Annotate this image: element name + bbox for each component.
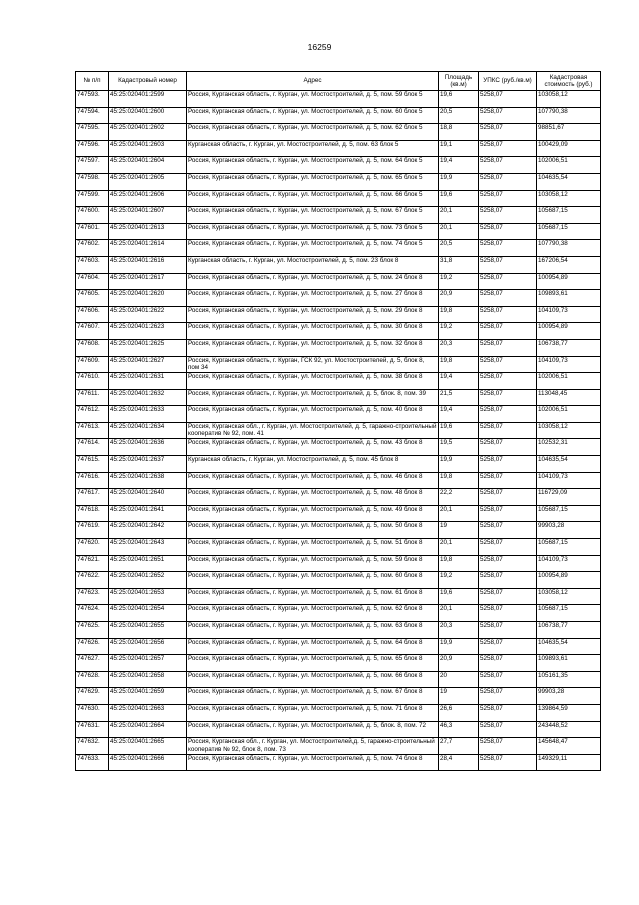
table-row	[76, 339, 601, 356]
area-cell: 22,2	[439, 489, 479, 506]
cadastral-number-cell: 45:25:020401:2655	[109, 622, 187, 639]
upks-cell: 5258,07	[479, 124, 537, 141]
area-cell: 19,8	[439, 356, 479, 373]
row-number-cell: 747599.	[76, 190, 109, 207]
cadastral-number-cell: 45:25:020401:2640	[109, 489, 187, 506]
upks-cell: 5258,07	[479, 622, 537, 639]
cadastral-value-cell: 99903,28	[537, 522, 601, 539]
cadastral-value-cell: 104635,54	[537, 456, 601, 473]
table-body	[76, 91, 601, 771]
area-cell: 19,9	[439, 456, 479, 473]
table-row	[76, 489, 601, 506]
area-cell: 19,2	[439, 273, 479, 290]
row-number-cell: 747618.	[76, 505, 109, 522]
address-cell: Курганская область, г. Курган, ул. Мостостроителей, д. 5, пом. 45 блок 8	[187, 456, 439, 473]
table-row	[76, 290, 601, 307]
area-cell: 19,4	[439, 406, 479, 423]
cadastral-number-cell: 45:25:020401:2653	[109, 588, 187, 605]
cadastral-number-cell: 45:25:020401:2602	[109, 124, 187, 141]
address-cell: Россия, Курганская область, г. Курган, ГСК 92, ул. Мостостроителей, д. 5, блок 8, пом 34	[187, 356, 439, 373]
cadastral-value-cell: 139864,59	[537, 704, 601, 721]
address-cell: Россия, Курганская область, г. Курган, ул. Мостостроителей, д. 5, пом. 51 блок 8	[187, 539, 439, 556]
row-number-cell: 747597.	[76, 157, 109, 174]
upks-cell: 5258,07	[479, 190, 537, 207]
row-number-cell: 747601.	[76, 223, 109, 240]
area-cell: 20,3	[439, 622, 479, 639]
area-cell: 28,4	[439, 754, 479, 771]
cadastral-number-cell: 45:25:020401:2633	[109, 406, 187, 423]
table-header	[76, 72, 601, 91]
cadastral-value-cell: 105687,15	[537, 539, 601, 556]
table-row	[76, 190, 601, 207]
upks-cell: 5258,07	[479, 91, 537, 108]
row-number-cell: 747595.	[76, 124, 109, 141]
cadastral-number-cell: 45:25:020401:2631	[109, 373, 187, 390]
table-row	[76, 704, 601, 721]
table-row	[76, 638, 601, 655]
cadastral-number-cell: 45:25:020401:2663	[109, 704, 187, 721]
table-row	[76, 140, 601, 157]
area-cell: 19,8	[439, 306, 479, 323]
area-cell: 20	[439, 671, 479, 688]
upks-cell: 5258,07	[479, 555, 537, 572]
upks-cell: 5258,07	[479, 655, 537, 672]
table-row	[76, 240, 601, 257]
table-row	[76, 671, 601, 688]
address-cell: Россия, Курганская область, г. Курган, ул. Мостостроителей, д. 5, пом. 64 блок 5	[187, 157, 439, 174]
cadastral-number-cell: 45:25:020401:2643	[109, 539, 187, 556]
header-cadastral-number: Кадастровый номер	[109, 72, 187, 91]
cadastral-number-cell: 45:25:020401:2620	[109, 290, 187, 307]
table-row	[76, 422, 601, 439]
area-cell: 46,3	[439, 721, 479, 738]
cadastral-table	[75, 71, 601, 771]
upks-cell: 5258,07	[479, 373, 537, 390]
upks-cell: 5258,07	[479, 738, 537, 755]
address-cell: Россия, Курганская область, г. Курган, ул. Мостостроителей, д. 5, пом. 27 блок 8	[187, 290, 439, 307]
cadastral-number-cell: 45:25:020401:2606	[109, 190, 187, 207]
header-upks: УПКС (руб./кв.м)	[479, 72, 537, 91]
row-number-cell: 747600.	[76, 207, 109, 224]
upks-cell: 5258,07	[479, 456, 537, 473]
area-cell: 19,6	[439, 190, 479, 207]
cadastral-value-cell: 99903,28	[537, 688, 601, 705]
row-number-cell: 747629.	[76, 688, 109, 705]
cadastral-value-cell: 105687,15	[537, 605, 601, 622]
cadastral-value-cell: 100954,89	[537, 323, 601, 340]
cadastral-number-cell: 45:25:020401:2664	[109, 721, 187, 738]
row-number-cell: 747614.	[76, 439, 109, 456]
upks-cell: 5258,07	[479, 140, 537, 157]
area-cell: 19,4	[439, 373, 479, 390]
area-cell: 20,1	[439, 223, 479, 240]
row-number-cell: 747608.	[76, 339, 109, 356]
cadastral-number-cell: 45:25:020401:2627	[109, 356, 187, 373]
cadastral-number-cell: 45:25:020401:2632	[109, 389, 187, 406]
address-cell: Россия, Курганская обл., г. Курган, ул. Мостостроителей,д. 5, гаражно-строительный кооператив № 92, блок 8, пом. 73	[187, 738, 439, 755]
area-cell: 19,2	[439, 323, 479, 340]
cadastral-value-cell: 103058,12	[537, 91, 601, 108]
row-number-cell: 747609.	[76, 356, 109, 373]
header-cadastral-value: Кадастровая стоимость (руб.)	[537, 72, 601, 91]
upks-cell: 5258,07	[479, 588, 537, 605]
upks-cell: 5258,07	[479, 754, 537, 771]
area-cell: 26,6	[439, 704, 479, 721]
upks-cell: 5258,07	[479, 505, 537, 522]
table-row	[76, 157, 601, 174]
table-row	[76, 207, 601, 224]
address-cell: Россия, Курганская область, г. Курган, ул. Мостостроителей, д. 5, пом. 63 блок 8	[187, 622, 439, 639]
cadastral-value-cell: 98851,67	[537, 124, 601, 141]
address-cell: Россия, Курганская область, г. Курган, ул. Мостостроителей, д. 5, пом. 71 блок 8	[187, 704, 439, 721]
cadastral-number-cell: 45:25:020401:2637	[109, 456, 187, 473]
address-cell: Россия, Курганская область, г. Курган, ул. Мостостроителей, д. 5, пом. 66 блок 8	[187, 671, 439, 688]
table-row	[76, 588, 601, 605]
area-cell: 19,8	[439, 472, 479, 489]
upks-cell: 5258,07	[479, 107, 537, 124]
upks-cell: 5258,07	[479, 273, 537, 290]
cadastral-number-cell: 45:25:020401:2638	[109, 472, 187, 489]
upks-cell: 5258,07	[479, 240, 537, 257]
table-row	[76, 655, 601, 672]
address-cell: Россия, Курганская область, г. Курган, ул. Мостостроителей, д. 5, пом. 59 блок 8	[187, 555, 439, 572]
upks-cell: 5258,07	[479, 422, 537, 439]
cadastral-number-cell: 45:25:020401:2605	[109, 173, 187, 190]
area-cell: 19,2	[439, 572, 479, 589]
area-cell: 21,5	[439, 389, 479, 406]
table-row	[76, 522, 601, 539]
area-cell: 19,9	[439, 638, 479, 655]
address-cell: Россия, Курганская область, г. Курган, ул. Мостостроителей, д. 5, пом. 30 блок 8	[187, 323, 439, 340]
table-row	[76, 572, 601, 589]
upks-cell: 5258,07	[479, 356, 537, 373]
address-cell: Россия, Курганская область, г. Курган, ул. Мостостроителей, д. 5, пом. 65 блок 8	[187, 655, 439, 672]
table-row	[76, 91, 601, 108]
cadastral-value-cell: 167206,54	[537, 256, 601, 273]
address-cell: Россия, Курганская область, г. Курган, ул. Мостостроителей, д. 5, пом. 74 блок 8	[187, 754, 439, 771]
table-row	[76, 688, 601, 705]
row-number-cell: 747610.	[76, 373, 109, 390]
area-cell: 20,1	[439, 207, 479, 224]
row-number-cell: 747615.	[76, 456, 109, 473]
cadastral-value-cell: 102006,51	[537, 157, 601, 174]
upks-cell: 5258,07	[479, 638, 537, 655]
row-number-cell: 747611.	[76, 389, 109, 406]
table-row	[76, 505, 601, 522]
row-number-cell: 747628.	[76, 671, 109, 688]
upks-cell: 5258,07	[479, 721, 537, 738]
address-cell: Россия, Курганская область, г. Курган, ул. Мостостроителей, д. 5, пом. 66 блок 5	[187, 190, 439, 207]
cadastral-value-cell: 113048,45	[537, 389, 601, 406]
upks-cell: 5258,07	[479, 572, 537, 589]
cadastral-value-cell: 116729,09	[537, 489, 601, 506]
table-row	[76, 107, 601, 124]
upks-cell: 5258,07	[479, 472, 537, 489]
header-address: Адрес	[187, 72, 439, 91]
area-cell: 19,9	[439, 173, 479, 190]
address-cell: Россия, Курганская область, г. Курган, ул. Мостостроителей, д. 5, пом. 62 блок 5	[187, 124, 439, 141]
area-cell: 20,9	[439, 655, 479, 672]
row-number-cell: 747598.	[76, 173, 109, 190]
row-number-cell: 747606.	[76, 306, 109, 323]
table-row	[76, 439, 601, 456]
table-row	[76, 256, 601, 273]
address-cell: Россия, Курганская область, г. Курган, ул. Мостостроителей, д. 5, пом. 43 блок 8	[187, 439, 439, 456]
upks-cell: 5258,07	[479, 339, 537, 356]
cadastral-value-cell: 102006,51	[537, 406, 601, 423]
row-number-cell: 747594.	[76, 107, 109, 124]
address-cell: Россия, Курганская область, г. Курган, ул. Мостостроителей, д. 5, пом. 50 блок 8	[187, 522, 439, 539]
cadastral-value-cell: 243448,52	[537, 721, 601, 738]
cadastral-value-cell: 104635,54	[537, 638, 601, 655]
area-cell: 20,5	[439, 240, 479, 257]
area-cell: 19,6	[439, 422, 479, 439]
address-cell: Россия, Курганская область, г. Курган, ул. Мостостроителей, д. 5, блок. 8, пом. 72	[187, 721, 439, 738]
table-row	[76, 389, 601, 406]
upks-cell: 5258,07	[479, 522, 537, 539]
cadastral-value-cell: 103058,12	[537, 422, 601, 439]
upks-cell: 5258,07	[479, 173, 537, 190]
cadastral-value-cell: 104109,73	[537, 306, 601, 323]
cadastral-number-cell: 45:25:020401:2641	[109, 505, 187, 522]
area-cell: 19,1	[439, 140, 479, 157]
area-cell: 18,8	[439, 124, 479, 141]
cadastral-value-cell: 103058,12	[537, 190, 601, 207]
address-cell: Россия, Курганская область, г. Курган, ул. Мостостроителей, д. 5, пом. 61 блок 8	[187, 588, 439, 605]
address-cell: Россия, Курганская область, г. Курган, ул. Мостостроителей, д. 5, пом. 67 блок 5	[187, 207, 439, 224]
upks-cell: 5258,07	[479, 323, 537, 340]
address-cell: Россия, Курганская область, г. Курган, ул. Мостостроителей, д. 5, блок. 8, пом. 39	[187, 389, 439, 406]
row-number-cell: 747607.	[76, 323, 109, 340]
row-number-cell: 747632.	[76, 738, 109, 755]
table-row	[76, 622, 601, 639]
cadastral-value-cell: 103058,12	[537, 588, 601, 605]
row-number-cell: 747596.	[76, 140, 109, 157]
upks-cell: 5258,07	[479, 439, 537, 456]
cadastral-number-cell: 45:25:020401:2614	[109, 240, 187, 257]
address-cell: Курганская область, г. Курган, ул. Мостостроителей, д. 5, пом. 63 блок 5	[187, 140, 439, 157]
row-number-cell: 747625.	[76, 622, 109, 639]
area-cell: 20,1	[439, 505, 479, 522]
table-row	[76, 539, 601, 556]
upks-cell: 5258,07	[479, 157, 537, 174]
cadastral-number-cell: 45:25:020401:2600	[109, 107, 187, 124]
cadastral-number-cell: 45:25:020401:2622	[109, 306, 187, 323]
table-row	[76, 323, 601, 340]
area-cell: 19	[439, 688, 479, 705]
row-number-cell: 747623.	[76, 588, 109, 605]
cadastral-number-cell: 45:25:020401:2659	[109, 688, 187, 705]
row-number-cell: 747626.	[76, 638, 109, 655]
table-row	[76, 173, 601, 190]
cadastral-value-cell: 106738,77	[537, 339, 601, 356]
cadastral-number-cell: 45:25:020401:2625	[109, 339, 187, 356]
row-number-cell: 747603.	[76, 256, 109, 273]
cadastral-number-cell: 45:25:020401:2651	[109, 555, 187, 572]
cadastral-number-cell: 45:25:020401:2636	[109, 439, 187, 456]
area-cell: 20,9	[439, 290, 479, 307]
upks-cell: 5258,07	[479, 406, 537, 423]
cadastral-number-cell: 45:25:020401:2604	[109, 157, 187, 174]
page-number: 16259	[307, 42, 332, 52]
address-cell: Россия, Курганская область, г. Курган, ул. Мостостроителей, д. 5, пом. 62 блок 8	[187, 605, 439, 622]
table-row	[76, 456, 601, 473]
table-row	[76, 555, 601, 572]
cadastral-number-cell: 45:25:020401:2634	[109, 422, 187, 439]
address-cell: Россия, Курганская область, г. Курган, ул. Мостостроителей, д. 5, пом. 46 блок 8	[187, 472, 439, 489]
area-cell: 19,6	[439, 588, 479, 605]
row-number-cell: 747622.	[76, 572, 109, 589]
cadastral-number-cell: 45:25:020401:2652	[109, 572, 187, 589]
cadastral-number-cell: 45:25:020401:2603	[109, 140, 187, 157]
cadastral-number-cell: 45:25:020401:2599	[109, 91, 187, 108]
table-row	[76, 754, 601, 771]
table-row	[76, 306, 601, 323]
table-row	[76, 223, 601, 240]
cadastral-value-cell: 104109,73	[537, 472, 601, 489]
address-cell: Россия, Курганская область, г. Курган, ул. Мостостроителей, д. 5, пом. 29 блок 8	[187, 306, 439, 323]
address-cell: Россия, Курганская область, г. Курган, ул. Мостостроителей, д. 5, пом. 60 блок 8	[187, 572, 439, 589]
cadastral-number-cell: 45:25:020401:2656	[109, 638, 187, 655]
address-cell: Россия, Курганская область, г. Курган, ул. Мостостроителей, д. 5, пом. 40 блок 8	[187, 406, 439, 423]
cadastral-number-cell: 45:25:020401:2642	[109, 522, 187, 539]
upks-cell: 5258,07	[479, 489, 537, 506]
cadastral-value-cell: 104635,54	[537, 173, 601, 190]
area-cell: 19,4	[439, 157, 479, 174]
row-number-cell: 747630.	[76, 704, 109, 721]
address-cell: Россия, Курганская область, г. Курган, ул. Мостостроителей, д. 5, пом. 32 блок 8	[187, 339, 439, 356]
address-cell: Россия, Курганская обл., г. Курган, ул. Мостостроителей, д. 5, гаражно-строительный кооператив № 92, пом. 41	[187, 422, 439, 439]
table-row	[76, 356, 601, 373]
table-row	[76, 738, 601, 755]
cadastral-value-cell: 104109,73	[537, 555, 601, 572]
address-cell: Россия, Курганская область, г. Курган, ул. Мостостроителей, д. 5, пом. 73 блок 5	[187, 223, 439, 240]
cadastral-number-cell: 45:25:020401:2623	[109, 323, 187, 340]
area-cell: 31,8	[439, 256, 479, 273]
row-number-cell: 747613.	[76, 422, 109, 439]
upks-cell: 5258,07	[479, 671, 537, 688]
cadastral-number-cell: 45:25:020401:2617	[109, 273, 187, 290]
row-number-cell: 747602.	[76, 240, 109, 257]
upks-cell: 5258,07	[479, 704, 537, 721]
upks-cell: 5258,07	[479, 306, 537, 323]
cadastral-value-cell: 109893,61	[537, 290, 601, 307]
address-cell: Россия, Курганская область, г. Курган, ул. Мостостроителей, д. 5, пом. 64 блок 8	[187, 638, 439, 655]
header-row-number: № п/п	[76, 72, 109, 91]
row-number-cell: 747631.	[76, 721, 109, 738]
area-cell: 20,1	[439, 539, 479, 556]
table-row	[76, 124, 601, 141]
address-cell: Россия, Курганская область, г. Курган, ул. Мостостроителей, д. 5, пом. 38 блок 8	[187, 373, 439, 390]
address-cell: Россия, Курганская область, г. Курган, ул. Мостостроителей, д. 5, пом. 24 блок 8	[187, 273, 439, 290]
row-number-cell: 747605.	[76, 290, 109, 307]
row-number-cell: 747621.	[76, 555, 109, 572]
cadastral-number-cell: 45:25:020401:2613	[109, 223, 187, 240]
address-cell: Россия, Курганская область, г. Курган, ул. Мостостроителей, д. 5, пом. 49 блок 8	[187, 505, 439, 522]
row-number-cell: 747612.	[76, 406, 109, 423]
cadastral-number-cell: 45:25:020401:2665	[109, 738, 187, 755]
cadastral-value-cell: 100954,89	[537, 572, 601, 589]
row-number-cell: 747627.	[76, 655, 109, 672]
address-cell: Россия, Курганская область, г. Курган, ул. Мостостроителей, д. 5, пом. 48 блок 8	[187, 489, 439, 506]
cadastral-value-cell: 102006,51	[537, 373, 601, 390]
area-cell: 19,6	[439, 91, 479, 108]
area-cell: 19	[439, 522, 479, 539]
upks-cell: 5258,07	[479, 688, 537, 705]
cadastral-number-cell: 45:25:020401:2607	[109, 207, 187, 224]
cadastral-value-cell: 105687,15	[537, 223, 601, 240]
cadastral-number-cell: 45:25:020401:2658	[109, 671, 187, 688]
upks-cell: 5258,07	[479, 256, 537, 273]
row-number-cell: 747616.	[76, 472, 109, 489]
header-row	[76, 72, 601, 91]
row-number-cell: 747633.	[76, 754, 109, 771]
area-cell: 19,5	[439, 439, 479, 456]
table-row	[76, 373, 601, 390]
upks-cell: 5258,07	[479, 389, 537, 406]
cadastral-value-cell: 105161,35	[537, 671, 601, 688]
row-number-cell: 747619.	[76, 522, 109, 539]
upks-cell: 5258,07	[479, 605, 537, 622]
cadastral-value-cell: 105687,15	[537, 505, 601, 522]
area-cell: 20,3	[439, 339, 479, 356]
upks-cell: 5258,07	[479, 290, 537, 307]
area-cell: 20,1	[439, 605, 479, 622]
address-cell: Курганская область, г. Курган, ул. Мостостроителей, д. 5, пом. 23 блок 8	[187, 256, 439, 273]
cadastral-value-cell: 145648,47	[537, 738, 601, 755]
cadastral-value-cell: 109893,61	[537, 655, 601, 672]
row-number-cell: 747620.	[76, 539, 109, 556]
table-row	[76, 472, 601, 489]
row-number-cell: 747617.	[76, 489, 109, 506]
cadastral-value-cell: 107790,38	[537, 107, 601, 124]
cadastral-value-cell: 106738,77	[537, 622, 601, 639]
row-number-cell: 747604.	[76, 273, 109, 290]
upks-cell: 5258,07	[479, 539, 537, 556]
cadastral-value-cell: 149329,11	[537, 754, 601, 771]
table-row	[76, 406, 601, 423]
header-area: Площадь (кв.м)	[439, 72, 479, 91]
cadastral-value-cell: 107790,38	[537, 240, 601, 257]
address-cell: Россия, Курганская область, г. Курган, ул. Мостостроителей, д. 5, пом. 67 блок 8	[187, 688, 439, 705]
address-cell: Россия, Курганская область, г. Курган, ул. Мостостроителей, д. 5, пом. 59 блок 5	[187, 91, 439, 108]
cadastral-value-cell: 105687,15	[537, 207, 601, 224]
address-cell: Россия, Курганская область, г. Курган, ул. Мостостроителей, д. 5, пом. 60 блок 5	[187, 107, 439, 124]
table-row	[76, 273, 601, 290]
address-cell: Россия, Курганская область, г. Курган, ул. Мостостроителей, д. 5, пом. 65 блок 5	[187, 173, 439, 190]
cadastral-value-cell: 100954,89	[537, 273, 601, 290]
upks-cell: 5258,07	[479, 207, 537, 224]
area-cell: 20,5	[439, 107, 479, 124]
cadastral-number-cell: 45:25:020401:2666	[109, 754, 187, 771]
area-cell: 19,8	[439, 555, 479, 572]
address-cell: Россия, Курганская область, г. Курган, ул. Мостостроителей, д. 5, пом. 74 блок 5	[187, 240, 439, 257]
cadastral-number-cell: 45:25:020401:2616	[109, 256, 187, 273]
cadastral-value-cell: 102532,31	[537, 439, 601, 456]
cadastral-number-cell: 45:25:020401:2657	[109, 655, 187, 672]
row-number-cell: 747624.	[76, 605, 109, 622]
table-row	[76, 605, 601, 622]
row-number-cell: 747593.	[76, 91, 109, 108]
area-cell: 27,7	[439, 738, 479, 755]
cadastral-value-cell: 104109,73	[537, 356, 601, 373]
cadastral-value-cell: 100429,09	[537, 140, 601, 157]
upks-cell: 5258,07	[479, 223, 537, 240]
cadastral-number-cell: 45:25:020401:2654	[109, 605, 187, 622]
table-row	[76, 721, 601, 738]
